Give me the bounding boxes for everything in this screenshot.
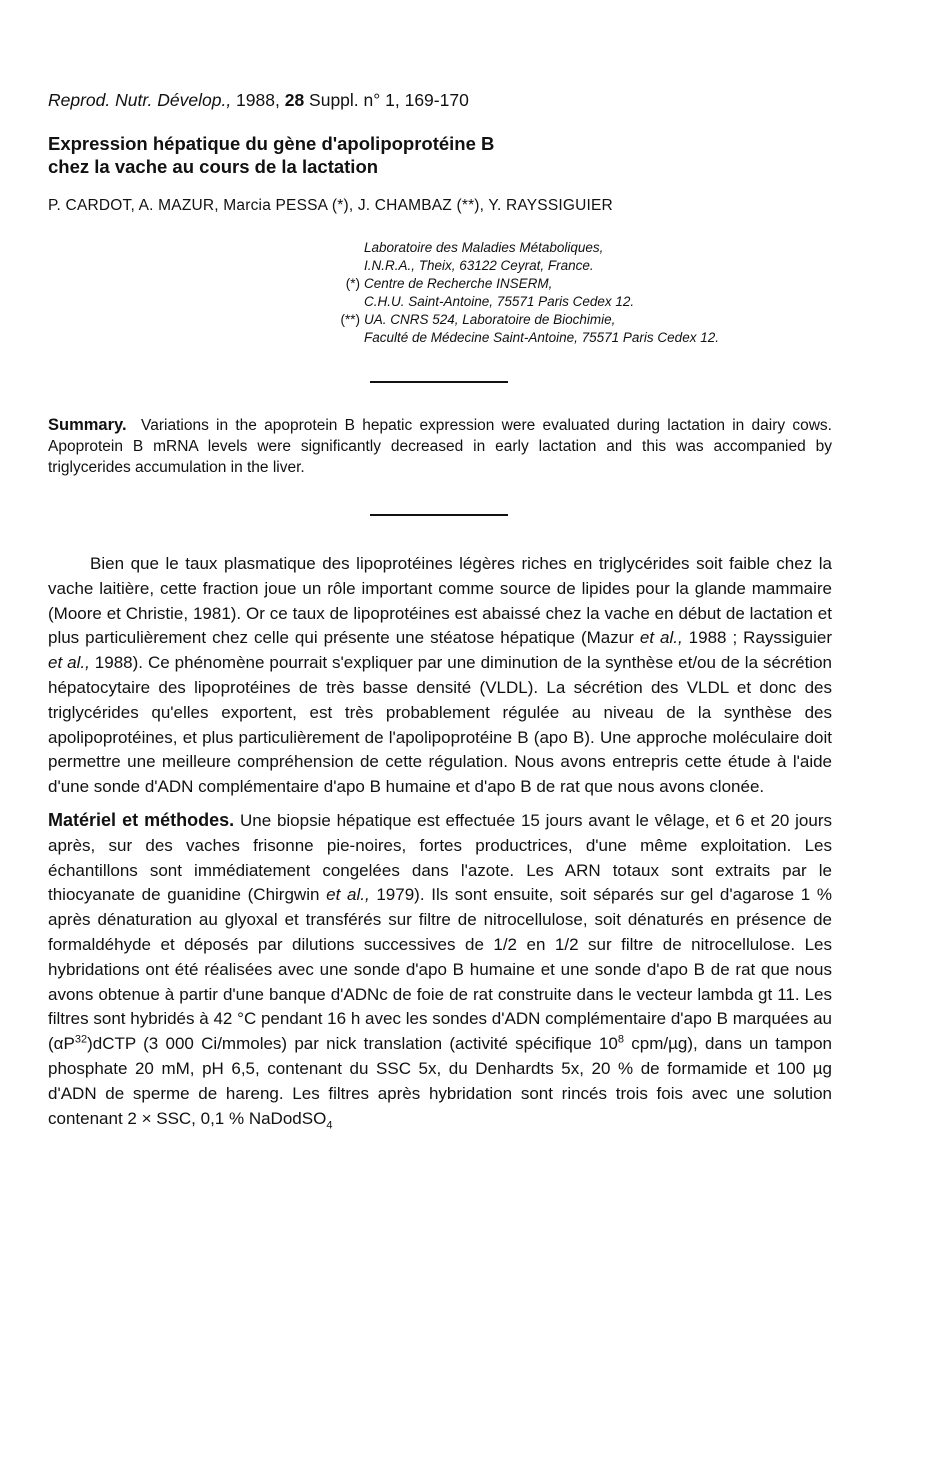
- title-line-1: Expression hépatique du gène d'apolipoprotéine B: [48, 133, 495, 154]
- affiliation-line: (*) Centre de Recherche INSERM,: [345, 276, 553, 291]
- article-title: [48, 132, 832, 178]
- journal-year: 1988,: [231, 90, 285, 110]
- intro-paragraph: Bien que le taux plasmatique des lipoprotéines légères riches en triglycérides soit faible chez la vache laitière, cette fraction joue un rôle important comme source de lipides pour la glande mammaire (Moore et Christie, 1981). Or ce taux de lipoprotéines est abaissé chez la vache en début de lactation et plus particulièrement chez celle qui présente une stéatose hépatique (Mazur et al., 1988 ; Rayssiguier et al., 1988). Ce phénomène pourrait s'expliquer par une diminution de la synthèse et/ou de la sécrétion hépatocytaire des lipoprotéines de très basse densité (VLDL). La sécrétion des VLDL et donc des triglycérides qu'elles exportent, est très probablement régulée au niveau de la synthèse des apolipoprotéines, et plus particulièrement de l'apolipoprotéine B (apo B). Une approche moléculaire doit permettre une meilleure compréhension de cette régulation. Nous avons entrepris cette étude à l'aide d'une sonde d'ADN complémentaire d'apo B humaine et d'apo B de rat que nous avons clonée.: [48, 554, 832, 797]
- journal-pages: Suppl. n° 1, 169-170: [304, 90, 469, 110]
- divider-rule: [370, 514, 508, 516]
- affiliation-line: C.H.U. Saint-Antoine, 75571 Paris Cedex 12.: [364, 294, 635, 309]
- divider-rule: [370, 381, 508, 383]
- journal-name: Reprod. Nutr. Dévelop.,: [48, 90, 232, 110]
- affiliation-line: Laboratoire des Maladies Métaboliques,: [364, 240, 604, 255]
- journal-volume: 28: [284, 90, 305, 110]
- title-line-2: chez la vache au cours de la lactation: [48, 156, 379, 177]
- affiliations: [328, 239, 832, 347]
- summary-text: Variations in the apoprotein B hepatic expression were evaluated during lactation in dairy cows. Apoprotein B mRNA levels were significantly decreased in early lactation and this was accompanied by triglycerides accumulation in the liver.: [48, 417, 832, 476]
- article-page: [48, 88, 832, 1131]
- journal-citation: [48, 88, 832, 112]
- author-list: P. CARDOT, A. MAZUR, Marcia PESSA (*), J. CHAMBAZ (**), Y. RAYSSIGUIER: [48, 197, 613, 214]
- affiliation-line: (**) UA. CNRS 524, Laboratoire de Biochimie,: [340, 312, 616, 327]
- summary-block: [48, 415, 832, 478]
- methods-heading: Matériel et méthodes.: [48, 809, 235, 830]
- article-body: [48, 552, 832, 1131]
- affiliation-line: Faculté de Médecine Saint-Antoine, 75571 Paris Cedex 12.: [364, 330, 719, 345]
- affiliation-line: I.N.R.A., Theix, 63122 Ceyrat, France.: [364, 258, 594, 273]
- summary-label: Summary.: [48, 416, 127, 434]
- methods-paragraph: Matériel et méthodes. Une biopsie hépatique est effectuée 15 jours avant le vêlage, et 6 et 20 jours après, sur des vaches frisonne pie-noires, fortes productrices, d'une même exploitation. Les échantillons sont immédiatement congelées dans l'azote. Les ARN totaux sont extraits par le thiocyanate de guanidine (Chirgwin et al., 1979). Ils sont ensuite, soit séparés sur gel d'agarose 1 % après dénaturation au glyoxal et transférés sur filtre de nitrocellulose, soit dénaturés en présence de formaldéhyde et déposés par dilutions successives de 1/2 en 1/2 sur filtre de nitrocellulose. Les hybridations ont été réalisées avec une sonde d'apo B humaine et une sonde d'apo B de rat que nous avons obtenue à partir d'une banque d'ADNc de foie de rat construite dans le vecteur lambda gt 11. Les filtres sont hybridés à 42 °C pendant 16 h avec les sondes d'ADN complémentaire d'apo B marquées au $(\alpha P^{32})dCTP$ (3 000 Ci/mmoles) par nick translation (activité spécifique $10^8$ cpm/µg), dans un tampon phosphate 20 mM, pH 6,5, contenant du SSC 5x, du Denhardts 5x, 20 % de formamide et 100 µg d'ADN de sperme de hareng. Les filtres après hybridation sont rincés trois fois avec une solution contenant 2 × SSC, 0,1 % NaDodSO$_4$: [48, 809, 832, 1131]
